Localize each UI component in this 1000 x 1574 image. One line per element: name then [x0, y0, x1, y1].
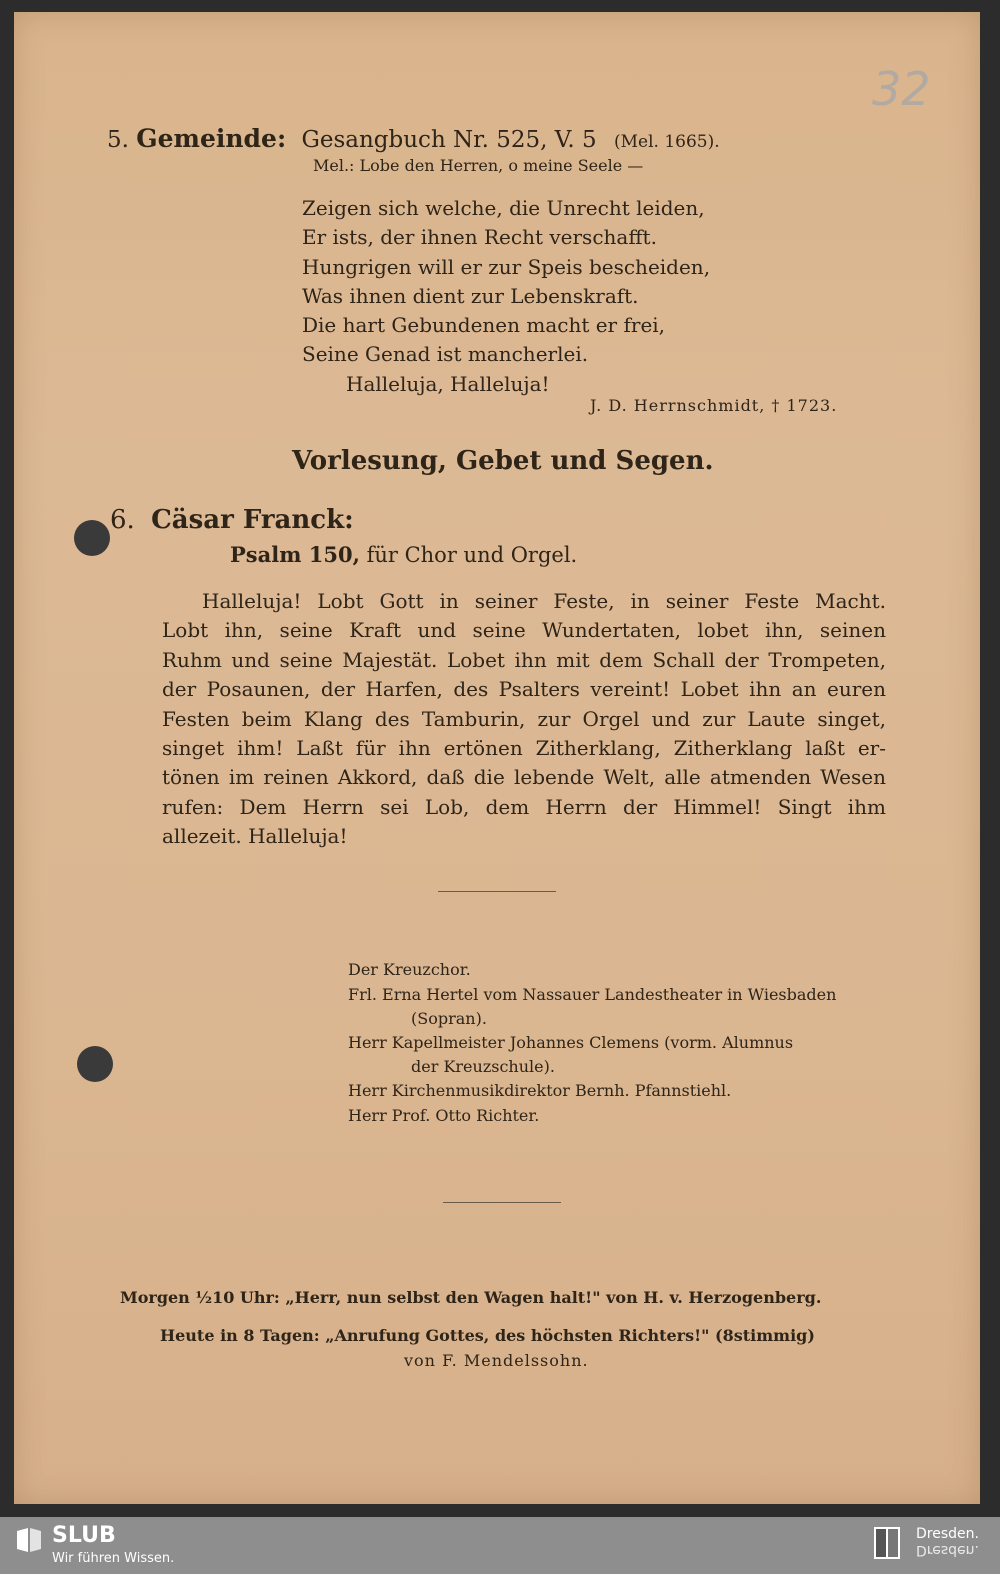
verse-line: Er ists, der ihnen Recht verschafft.: [302, 225, 657, 250]
verse-line: Was ihnen dient zur Lebenskraft.: [302, 283, 639, 308]
section5-hymn: Gesangbuch Nr. 525, V. 5: [301, 127, 597, 153]
psalm-line: singet ihm! Laßt für ihn ertönen Zitherklang, Zitherklang laßt er-: [162, 736, 886, 761]
section6-number: 6.: [110, 505, 135, 535]
section6-header: [110, 505, 354, 535]
credit-value: Frl. Erna Hertel vom Nassauer Landestheater in Wiesbaden: [348, 985, 837, 1004]
library-name: SLUB: [52, 1523, 116, 1548]
psalm-line: tönen im reinen Akkord, daß die lebende Welt, alle atmenden Wesen: [162, 765, 886, 790]
slub-logo-icon: [14, 1525, 44, 1555]
section5-melody-year: (Mel. 1665).: [613, 132, 720, 152]
psalm-line: rufen: Dem Herrn sei Lob, dem Herrn der Himmel! Singt ihm: [162, 794, 886, 819]
punch-hole: [77, 1046, 113, 1082]
punch-hole: [74, 520, 110, 556]
psalm-line: Festen beim Klang des Tamburin, zur Orgel und zur Laute singet,: [162, 706, 886, 731]
credit-value: Der Kreuzchor.: [348, 960, 471, 979]
dresden-emblem-icon: [874, 1527, 900, 1559]
note-in-8-days: Heute in 8 Tagen: „Anrufung Gottes, des höchsten Richters!" (8stimmig): [160, 1326, 815, 1345]
library-tagline: Wir führen Wissen.: [52, 1551, 175, 1566]
partner-name-mirror: Dresden.: [916, 1542, 979, 1558]
work-detail: für Chor und Orgel.: [366, 543, 578, 567]
work-title: Psalm 150,: [230, 542, 360, 567]
note-composer: von F. Mendelssohn.: [404, 1351, 589, 1370]
note-tomorrow: Morgen ½10 Uhr: „Herr, nun selbst den Wagen halt!" von H. v. Herzogenberg.: [120, 1288, 822, 1307]
partner-name: Dresden.: [916, 1526, 979, 1542]
verse-line: Zeigen sich welche, die Unrecht leiden,: [302, 196, 705, 220]
psalm-line: allezeit. Halleluja!: [162, 824, 348, 849]
credit-value: Herr Prof. Otto Richter.: [348, 1106, 540, 1125]
credit-value: Herr Kirchenmusikdirektor Bernh. Pfannstiehl.: [348, 1081, 732, 1100]
psalm-line: Lobt ihn, seine Kraft und seine Wundertaten, lobet ihn, seinen: [162, 618, 886, 643]
section5-title: Gemeinde:: [136, 124, 287, 153]
verse-line: Hungrigen will er zur Speis bescheiden,: [302, 254, 711, 279]
section5-number: 5.: [107, 127, 129, 153]
partner-logo: [916, 1527, 979, 1557]
section6-work: [230, 542, 577, 567]
psalm-text: [162, 587, 886, 852]
page-number: 32: [872, 62, 931, 116]
verse-line: Halleluja, Halleluja!: [346, 371, 550, 396]
credit-value-continued: der Kreuzschule).: [411, 1057, 555, 1076]
verse-line: Die hart Gebundenen macht er frei,: [302, 313, 666, 338]
psalm-line: Halleluja! Lobt Gott in seiner Feste, in seiner Feste Macht.: [202, 589, 886, 613]
credit-value: Herr Kapellmeister Johannes Clemens (vorm. Alumnus: [348, 1033, 794, 1052]
divider: [438, 891, 556, 892]
credit-value-continued: (Sopran).: [411, 1009, 487, 1028]
section5-header: [107, 124, 720, 153]
hymn-author: J. D. Herrnschmidt, † 1723.: [590, 396, 838, 415]
hymn-verse: [302, 194, 710, 399]
psalm-line: der Posaunen, der Harfen, des Psalters vereint! Lobet ihn an euren: [162, 677, 886, 702]
section6-composer: Cäsar Franck:: [151, 505, 354, 535]
footer-bar: [0, 1517, 1000, 1574]
verse-line: Seine Genad ist mancherlei.: [302, 342, 589, 367]
section-heading: Vorlesung, Gebet und Segen.: [292, 446, 714, 476]
divider: [443, 1202, 561, 1203]
section5-melody: Mel.: Lobe den Herren, o meine Seele —: [313, 156, 644, 175]
psalm-line: Ruhm und seine Majestät. Lobet ihn mit dem Schall der Trompeten,: [162, 647, 886, 672]
